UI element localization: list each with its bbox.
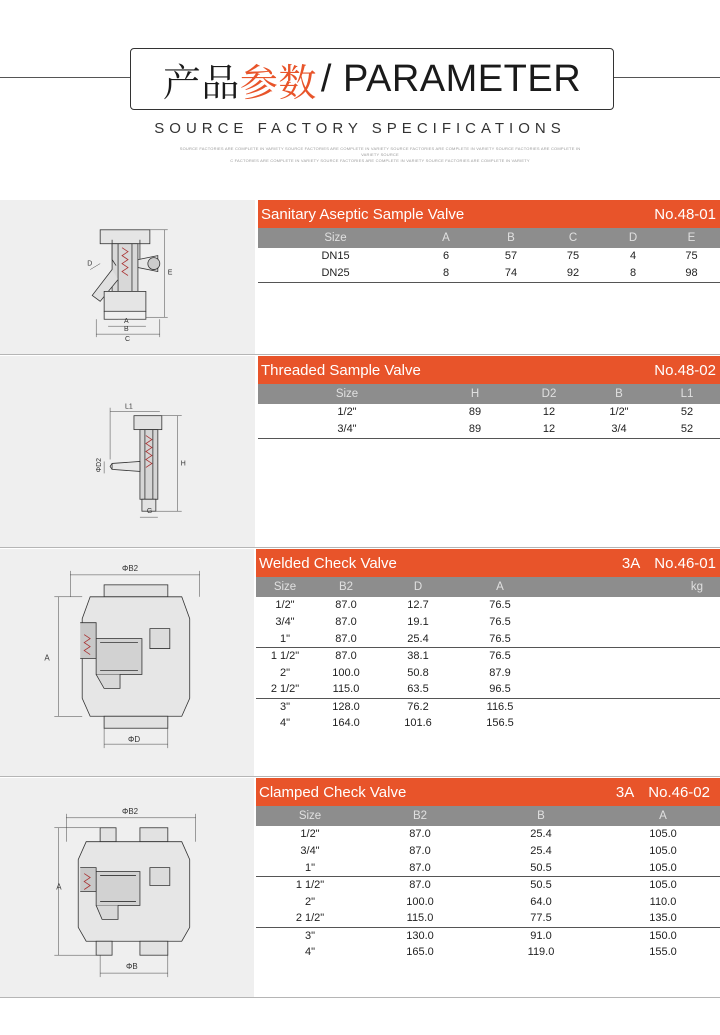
- cell-l1: 52: [680, 406, 694, 419]
- diagram-welded-check-valve: [0, 549, 254, 776]
- col-header: D: [628, 232, 638, 244]
- cell-b: 25.4: [530, 845, 552, 858]
- cell-b2: 87.0: [335, 632, 357, 645]
- dim-label-d: D: [87, 260, 93, 268]
- cell-b: 1/2": [609, 406, 629, 419]
- col-header: A: [496, 581, 504, 593]
- col-header: C: [568, 232, 578, 244]
- cell-b: 64.0: [530, 895, 552, 908]
- cell-size: 3/4": [300, 845, 320, 858]
- cell-b2: 87.0: [409, 879, 431, 892]
- cell-c: 92: [566, 267, 580, 280]
- cell-b2: 164.0: [332, 716, 360, 729]
- table-row: [256, 910, 720, 927]
- cell-size: 1/2": [300, 828, 320, 841]
- section-aseptic-sample-valve: [0, 200, 720, 355]
- cell-a: 135.0: [649, 912, 677, 925]
- spec-panel-48-01: [258, 200, 720, 354]
- product-title: Threaded Sample Valve: [261, 361, 421, 379]
- table-row: [256, 664, 720, 681]
- table-divider: [258, 282, 720, 283]
- panel-header: [258, 356, 720, 384]
- cell-size: 3/4": [337, 423, 357, 436]
- col-header: H: [470, 388, 480, 400]
- panel-header: [258, 200, 720, 228]
- table-row: [256, 843, 720, 860]
- cell-d: 8: [629, 267, 637, 280]
- table-row: [258, 421, 720, 438]
- cell-h: 89: [468, 406, 482, 419]
- section-clamped-check-valve: [0, 778, 720, 998]
- table-row: [256, 927, 720, 944]
- section-welded-check-valve: [0, 549, 720, 777]
- table-row: [256, 631, 720, 648]
- dim-label-b2: ΦB2: [122, 563, 139, 573]
- title-zh-orange: 参数: [239, 60, 317, 105]
- col-header: E: [687, 232, 696, 244]
- spec-panel-46-02: [256, 778, 720, 997]
- panel-header: [256, 549, 720, 577]
- cell-b: 77.5: [530, 912, 552, 925]
- table-row: [256, 597, 720, 614]
- spec-panel-48-02: [258, 356, 720, 547]
- cell-a: 150.0: [649, 929, 677, 942]
- col-header: kg: [690, 581, 704, 593]
- section-threaded-sample-valve: [0, 356, 720, 548]
- cell-d: 12.7: [407, 599, 429, 612]
- cell-d: 38.1: [407, 650, 429, 663]
- diagram-clamped-check-valve: [0, 778, 254, 997]
- cell-b2: 130.0: [406, 929, 434, 942]
- cell-size: 1 1/2": [295, 879, 325, 892]
- table-header: [256, 806, 720, 826]
- dim-label-g: G: [146, 508, 153, 516]
- col-header: B2: [412, 810, 428, 822]
- cell-size: DN15: [321, 250, 350, 263]
- dim-label-c: C: [125, 336, 131, 344]
- cell-b2: 165.0: [406, 945, 434, 958]
- cell-size: 2": [279, 666, 291, 679]
- panel-header: [256, 778, 720, 806]
- cell-a: 76.5: [489, 599, 511, 612]
- standard-badge: 3A: [621, 554, 641, 572]
- col-header: L1: [680, 388, 694, 400]
- col-header: B: [537, 810, 545, 822]
- dim-label-b2: ΦB2: [122, 806, 139, 816]
- table-body: [256, 826, 720, 960]
- cell-h: 89: [468, 423, 482, 436]
- page-header: [0, 0, 720, 200]
- table-row: [256, 681, 720, 698]
- cell-a: 105.0: [649, 828, 677, 841]
- cell-b2: 87.0: [335, 650, 357, 663]
- cell-a: 156.5: [486, 716, 514, 729]
- title-en: / PARAMETER: [320, 57, 582, 100]
- cell-d: 76.2: [407, 700, 429, 713]
- cell-b2: 87.0: [335, 599, 357, 612]
- cell-d: 25.4: [407, 632, 429, 645]
- col-header: Size: [335, 388, 359, 400]
- cell-size: 3": [279, 700, 291, 713]
- table-row: [256, 944, 720, 961]
- cell-e: 75: [685, 250, 698, 263]
- page-subtitle: SOURCE FACTORY SPECIFICATIONS: [154, 120, 566, 137]
- dim-label-l1: L1: [125, 403, 133, 411]
- cell-a: 105.0: [649, 879, 677, 892]
- table-row: [258, 248, 720, 265]
- header-rule-left: [0, 77, 130, 78]
- spec-table: [256, 806, 720, 960]
- spec-panel-46-01: [256, 549, 720, 776]
- model-number: No.46-02: [648, 783, 710, 801]
- table-header: [258, 228, 720, 248]
- cell-size: 2": [304, 895, 316, 908]
- model-number: No.46-01: [654, 554, 716, 572]
- cell-d2: 12: [542, 406, 556, 419]
- dim-label-d: ΦD: [127, 735, 141, 745]
- table-row: [256, 715, 720, 732]
- dim-label-e: E: [167, 269, 173, 277]
- cell-a: 8: [442, 267, 450, 280]
- col-header: A: [659, 810, 667, 822]
- cell-b2: 87.0: [409, 861, 431, 874]
- col-header: D: [413, 581, 423, 593]
- table-header: [258, 384, 720, 404]
- diagram-threaded-sample-valve: [0, 356, 255, 547]
- col-header: D2: [541, 388, 557, 400]
- table-header: [256, 577, 720, 597]
- dim-label-d2: ΦD2: [96, 457, 104, 473]
- cell-a: 155.0: [649, 945, 677, 958]
- standard-badge: 3A: [615, 783, 635, 801]
- cell-b: 119.0: [527, 945, 555, 958]
- dim-label-a: A: [44, 653, 50, 663]
- cell-a: 105.0: [649, 861, 677, 874]
- product-title: Welded Check Valve: [259, 554, 397, 572]
- col-header: Size: [298, 810, 322, 822]
- cell-d: 4: [629, 250, 637, 263]
- cell-a: 96.5: [489, 683, 511, 696]
- cell-a: 76.5: [489, 650, 511, 663]
- cell-a: 110.0: [649, 895, 677, 908]
- cell-b2: 87.0: [409, 845, 431, 858]
- table-body: [256, 597, 720, 731]
- page-title: [130, 48, 614, 110]
- table-row: [256, 614, 720, 631]
- dim-label-a: A: [124, 318, 129, 326]
- threaded-sample-valve-drawing: [0, 356, 255, 547]
- cell-b2: 100.0: [332, 666, 360, 679]
- title-zh-black: 产品: [162, 60, 240, 105]
- cell-b: 50.5: [530, 861, 552, 874]
- dim-label-b: B: [124, 326, 129, 334]
- cell-b: 74: [504, 267, 518, 280]
- cell-b2: 115.0: [406, 912, 434, 925]
- table-row: [256, 876, 720, 893]
- clamped-check-valve-drawing: [0, 778, 254, 997]
- welded-check-valve-drawing: [0, 549, 254, 776]
- cell-b: 91.0: [530, 929, 552, 942]
- cell-b: 25.4: [530, 828, 552, 841]
- cell-c: 75: [566, 250, 580, 263]
- cell-a: 105.0: [649, 845, 677, 858]
- model-number: No.48-02: [654, 361, 716, 379]
- model-number: No.48-01: [654, 205, 716, 223]
- cell-d: 101.6: [404, 716, 432, 729]
- cell-d: 19.1: [407, 616, 429, 629]
- diagram-aseptic-sample-valve: [0, 200, 255, 354]
- cell-d: 50.8: [407, 666, 429, 679]
- cell-size: 1 1/2": [270, 650, 300, 663]
- col-header: B: [507, 232, 515, 244]
- table-row: [256, 893, 720, 910]
- cell-b: 50.5: [530, 879, 552, 892]
- col-header: A: [442, 232, 450, 244]
- table-row: [256, 860, 720, 877]
- cell-a: 76.5: [489, 632, 511, 645]
- cell-b2: 128.0: [332, 700, 360, 713]
- aseptic-sample-valve-drawing: [0, 200, 255, 354]
- cell-size: 1/2": [275, 599, 295, 612]
- spec-table: [258, 228, 720, 283]
- table-row: [256, 698, 720, 715]
- dim-label-h: H: [180, 460, 186, 468]
- cell-size: 3/4": [275, 616, 295, 629]
- col-header: B: [615, 388, 623, 400]
- table-row: [256, 826, 720, 843]
- product-title: Clamped Check Valve: [259, 783, 407, 801]
- header-rule-right: [614, 77, 720, 78]
- micro-text-line-2: C FACTORIES ARE COMPLETE IN VARIETY SOURCE FACTORIES ARE COMPLETE IN VARIETY SOURCE FACTORIES ARE COMPLETE IN VARIETY: [230, 158, 530, 163]
- cell-b2: 100.0: [406, 895, 434, 908]
- cell-b: 3/4: [611, 423, 627, 436]
- cell-a: 6: [442, 250, 450, 263]
- micro-text-line-1: SOURCE FACTORIES ARE COMPLETE IN VARIETY SOURCE FACTORIES ARE COMPLETE IN VARIETY SOURCE FACTORIES ARE COMPLETE IN VARIETY SOURCE FACTORIES ARE COMPLETE IN VARIETY SOURCE: [179, 146, 581, 157]
- cell-b2: 87.0: [335, 616, 357, 629]
- cell-size: 1/2": [337, 406, 357, 419]
- cell-d: 63.5: [407, 683, 429, 696]
- col-header: Size: [324, 232, 347, 244]
- cell-a: 87.9: [489, 666, 511, 679]
- dim-label-b: ΦB: [126, 962, 138, 972]
- product-title: Sanitary Aseptic Sample Valve: [261, 205, 465, 223]
- cell-size: 2 1/2": [270, 683, 300, 696]
- micro-text: [170, 146, 590, 164]
- cell-b2: 87.0: [409, 828, 431, 841]
- cell-size: 3": [304, 929, 316, 942]
- table-row: [256, 647, 720, 664]
- cell-d2: 12: [542, 423, 556, 436]
- cell-b2: 115.0: [332, 683, 360, 696]
- cell-size: DN25: [321, 267, 350, 280]
- cell-e: 98: [685, 267, 698, 280]
- cell-size: 2 1/2": [295, 912, 325, 925]
- cell-size: 1": [304, 861, 316, 874]
- col-header: Size: [273, 581, 297, 593]
- cell-a: 76.5: [489, 616, 511, 629]
- dim-label-a: A: [56, 882, 62, 892]
- cell-size: 1": [279, 632, 291, 645]
- cell-a: 116.5: [486, 700, 514, 713]
- table-row: [258, 265, 720, 282]
- table-divider: [258, 438, 720, 439]
- cell-size: 4": [304, 945, 316, 958]
- col-header: B2: [338, 581, 354, 593]
- cell-l1: 52: [680, 423, 694, 436]
- cell-size: 4": [279, 716, 291, 729]
- spec-table: [256, 577, 720, 731]
- cell-b: 57: [504, 250, 518, 263]
- table-row: [258, 404, 720, 421]
- spec-table: [258, 384, 720, 439]
